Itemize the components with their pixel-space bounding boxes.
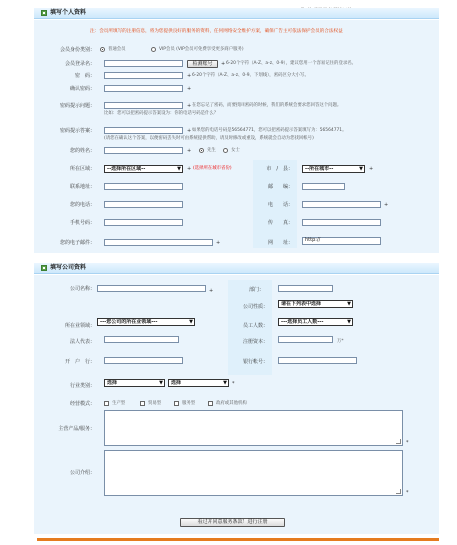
- email-plus: +: [216, 240, 221, 246]
- mode-trade-label: 贸易型: [148, 401, 162, 406]
- password-label: 密 码：: [74, 73, 95, 79]
- zip-input[interactable]: [302, 183, 345, 190]
- password-input[interactable]: [104, 72, 183, 79]
- mode-production-label: 生产型: [112, 401, 126, 406]
- mobile-label: 手机号码：: [69, 220, 95, 226]
- section-square-icon: [41, 265, 47, 271]
- region-plus: +: [187, 166, 192, 172]
- products-textarea[interactable]: [104, 410, 403, 446]
- chevron-down-icon: ▼: [347, 301, 351, 307]
- business-select-2[interactable]: [168, 379, 229, 387]
- section-square-icon: [41, 10, 47, 16]
- business-select-1[interactable]: [104, 379, 165, 387]
- gender-male-radio[interactable]: [199, 148, 204, 153]
- address-label: 联系地址：: [69, 184, 95, 190]
- username-input[interactable]: [104, 60, 183, 67]
- question-input[interactable]: [104, 102, 183, 109]
- dept-label: 部门：: [248, 287, 264, 293]
- gender-male-label: 先生: [207, 148, 216, 153]
- nature-select-value: 请在下列表中选择: [281, 301, 322, 307]
- realname-plus: +: [187, 148, 192, 154]
- company-name-plus: +: [209, 288, 214, 294]
- region-label: 所在区域：: [69, 166, 95, 172]
- chevron-down-icon: ▼: [223, 380, 227, 386]
- business-select-1-value: 选择: [107, 380, 118, 386]
- check-account-button[interactable]: 检测账号: [187, 60, 218, 68]
- city-select[interactable]: [302, 165, 365, 173]
- intro-textarea[interactable]: [104, 450, 403, 496]
- resize-grip-icon: [396, 489, 401, 494]
- confirm-password-plus: +: [187, 86, 192, 92]
- products-plus: *: [406, 440, 409, 446]
- legal-input[interactable]: [104, 336, 179, 343]
- legal-label: 法人代表：: [69, 339, 95, 345]
- bank-input[interactable]: [104, 357, 183, 364]
- nature-label: 公司性质：: [242, 304, 268, 310]
- username-label: 会员登录名：: [64, 61, 95, 67]
- gender-female-label: 女士: [231, 148, 240, 153]
- industry-label: 所在业领域：: [64, 323, 95, 329]
- mobile-input[interactable]: [104, 219, 183, 226]
- products-label: 主营产品/服务：: [58, 426, 95, 432]
- capital-input[interactable]: [278, 336, 333, 343]
- mode-trade-checkbox[interactable]: [140, 401, 145, 406]
- tel-plus: +: [384, 202, 389, 208]
- question-plus: +: [187, 103, 192, 109]
- fax-label: 传 真：: [267, 220, 293, 226]
- footer-bar: [37, 538, 439, 541]
- company-name-input[interactable]: [97, 285, 206, 292]
- employees-select-value: ---选择员工人数---: [281, 319, 324, 325]
- business-plus: *: [232, 381, 235, 387]
- chevron-down-icon: ▼: [347, 319, 351, 325]
- city-label: 市 / 县：: [266, 166, 293, 172]
- region-select-value: --选择所在区域--: [107, 166, 146, 172]
- gender-female-radio[interactable]: [223, 148, 228, 153]
- answer-hint-2: (请您在确认这个答案，以便密码丢失时可由系统提供帮助，请及时修改或重设，系统就会自动为您找回帐号): [104, 136, 314, 141]
- question-hint-2: 比如：您可以把密码提示答案设为：你的电话号码是什么？: [104, 111, 219, 116]
- mode-gov-label: 政府或其他机构: [216, 401, 247, 406]
- member-type-normal-radio[interactable]: [100, 47, 105, 52]
- address-input[interactable]: [104, 183, 183, 190]
- personal-note: 注：会员所填写的注册信息，将为您提供良好的服务的资料，任何网络安全维护方案，确保广告主可依法保护会员的合法权益: [90, 29, 343, 34]
- business-select-2-value: 选择: [171, 380, 182, 386]
- personal-section-header: [34, 8, 439, 19]
- industry-select[interactable]: [97, 318, 195, 326]
- company-section-title: 填写公司资料: [50, 264, 87, 271]
- bank-label: 开 户 行：: [64, 359, 95, 365]
- submit-register-button[interactable]: 看过并同意服务条款！进行注册: [180, 518, 285, 527]
- personal-section-title: 填写个人资料: [50, 9, 87, 16]
- mode-service-checkbox[interactable]: [174, 401, 179, 406]
- capital-unit: 万*: [337, 339, 344, 344]
- city-plus: +: [369, 166, 374, 172]
- website-input[interactable]: http://: [302, 237, 381, 245]
- tel-label: 电 话：: [267, 202, 293, 208]
- password-hint: 6-20个字符（A-Z、a-z、0-9、下划线），密码区分大小写。: [192, 73, 309, 78]
- member-type-normal-label: 普通会员: [108, 47, 126, 52]
- company-section-header: [34, 263, 439, 274]
- mode-production-checkbox[interactable]: [104, 401, 109, 406]
- username-plus: +: [221, 61, 226, 67]
- zip-label: 邮 编：: [267, 184, 293, 190]
- mode-label: 经营模式：: [69, 401, 95, 407]
- chevron-down-icon: ▼: [189, 319, 193, 325]
- answer-label: 密码提示答案：: [59, 128, 95, 134]
- capital-label: 注册资本：: [242, 339, 268, 345]
- chevron-down-icon: ▼: [177, 166, 181, 172]
- phone-input[interactable]: [104, 201, 183, 208]
- resize-grip-icon: [396, 439, 401, 444]
- phone-label: 您的电话：: [69, 202, 95, 208]
- employees-select[interactable]: [278, 318, 353, 326]
- company-name-label: 公司名称：: [69, 286, 95, 292]
- mode-service-label: 服务型: [182, 401, 196, 406]
- fax-input[interactable]: [302, 219, 381, 226]
- member-type-label: 会员身份类别：: [59, 47, 95, 53]
- region-hint: (选择所在城市省份): [193, 166, 232, 171]
- business-label: 行业类别：: [69, 383, 95, 389]
- chevron-down-icon: ▼: [159, 380, 163, 386]
- realname-label: 您的姓名：: [69, 148, 95, 154]
- industry-select-value: ---您公司的所在业领域---: [100, 319, 158, 325]
- region-select[interactable]: [104, 165, 183, 173]
- answer-hint: 如果您的电话号码是56564771，您可以把密码提示答案填写为：56564771。: [192, 128, 347, 133]
- password-plus: +: [187, 73, 192, 79]
- username-hint: 6-20个字符（A-Z、a-z、0-9），建议您用一个容易记住的登录名。: [226, 61, 357, 66]
- employees-label: 员工人数：: [242, 323, 268, 329]
- account-label: 银行帐号：: [242, 359, 268, 365]
- dept-input[interactable]: [278, 285, 333, 292]
- confirm-password-input[interactable]: [104, 85, 183, 92]
- question-hint: 在您忘记了密码，而要找回密码的时候，我们的系统会要求您回答这个问题。: [192, 103, 342, 108]
- tel-input[interactable]: [302, 201, 381, 208]
- email-label: 您的电子邮件：: [59, 240, 95, 246]
- mode-gov-checkbox[interactable]: [208, 401, 213, 406]
- member-type-vip-radio[interactable]: [151, 47, 156, 52]
- confirm-password-label: 确认密码：: [69, 86, 95, 92]
- website-label: 网 址：: [267, 240, 293, 246]
- answer-input[interactable]: [104, 127, 183, 134]
- account-input[interactable]: [278, 357, 357, 364]
- city-select-value: --所在城市--: [305, 166, 334, 172]
- member-type-vip-label: VIP会员 (VIP会员可免费享受更多商户服务): [159, 47, 244, 52]
- realname-input[interactable]: [104, 147, 183, 154]
- email-input[interactable]: [104, 239, 213, 246]
- intro-plus: *: [406, 490, 409, 496]
- intro-label: 公司介绍：: [69, 470, 95, 476]
- chevron-down-icon: ▼: [359, 166, 363, 172]
- nature-select[interactable]: [278, 300, 353, 308]
- answer-plus: +: [187, 128, 192, 134]
- question-label: 密码提示问题：: [59, 103, 95, 109]
